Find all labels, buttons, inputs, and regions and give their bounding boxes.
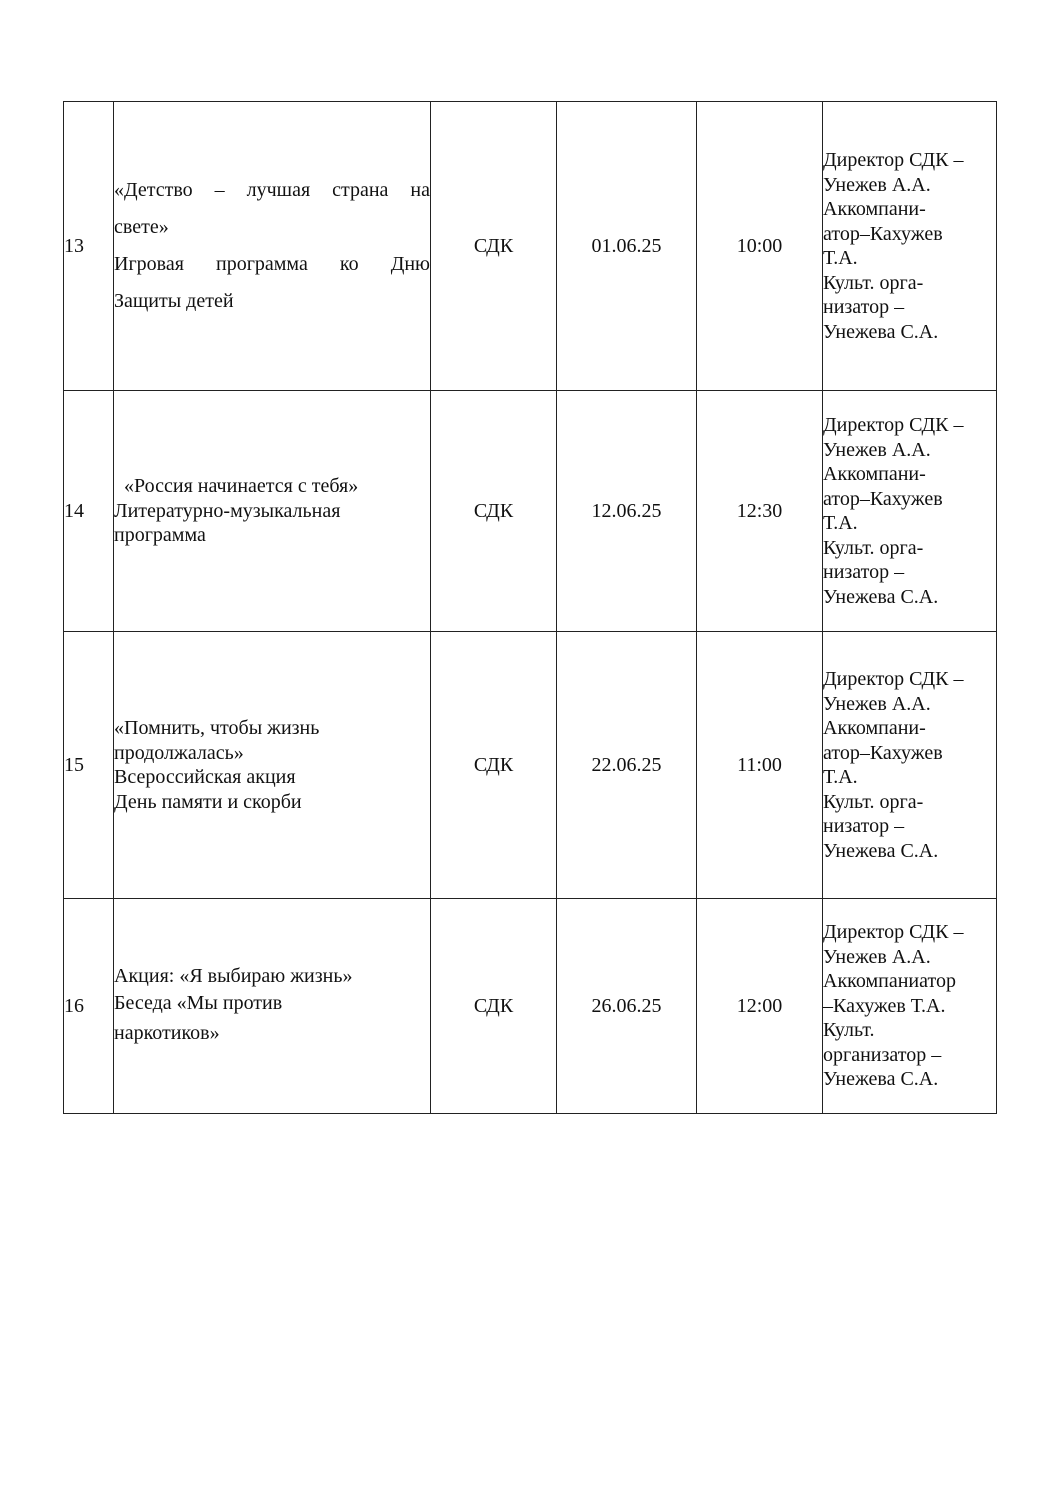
responsible-line: Аккомпани- [823,463,926,485]
row-number: 14 [64,391,114,632]
responsible-line: Т.А. [823,766,858,788]
title-line: «Детство – лучшая страна на [114,179,430,201]
title-line: свете» [114,216,169,238]
responsible-line: Аккомпани- [823,198,926,220]
event-place: СДК [431,899,557,1114]
responsible-line: Культ. орга- [823,790,924,813]
title-line: Акция: «Я выбираю жизнь» [114,964,353,987]
responsible-line: Т.А. [823,247,858,269]
title-line: наркотиков» [114,1022,220,1045]
event-time: 12:00 [697,899,823,1114]
responsible-line: Аккомпани- [823,717,926,739]
responsible-line: атор–Кахужев [823,487,943,510]
event-title [114,391,431,632]
responsible-line: Директор СДК – [823,414,964,436]
responsible-line: низатор – [823,561,905,583]
responsible-line: Директор СДК – [823,149,964,171]
event-responsible [823,102,997,391]
events-table [63,101,997,1114]
responsible-line: Т.А. [823,512,858,534]
title-line: Игровая программа ко Дню [114,253,430,275]
event-responsible [823,632,997,899]
row-number: 15 [64,632,114,899]
responsible-line: атор–Кахужев [823,741,943,764]
event-time: 12:30 [697,391,823,632]
responsible-line: Унежев А.А. [823,692,931,715]
event-date: 01.06.25 [557,102,697,391]
row-number: 16 [64,899,114,1114]
table-row [64,899,997,1114]
responsible-line: Унежева С.А. [823,839,939,862]
title-line: программа [114,524,206,547]
title-line: Всероссийская акция [114,766,296,788]
responsible-line: организатор – [823,1043,942,1066]
row-number: 13 [64,102,114,391]
responsible-line: Унежев А.А. [823,173,931,196]
table-row [64,102,997,391]
title-line: «Помнить, чтобы жизнь [114,717,320,739]
title-line: Защиты детей [114,290,234,312]
responsible-line: Унежева С.А. [823,1068,939,1091]
table-row [64,632,997,899]
responsible-line: низатор – [823,296,905,318]
responsible-line: Унежева С.А. [823,320,939,343]
event-place: СДК [431,391,557,632]
responsible-line: Культ. орга- [823,271,924,294]
event-responsible [823,391,997,632]
responsible-line: Унежев А.А. [823,438,931,461]
event-date: 22.06.25 [557,632,697,899]
responsible-line: Культ. орга- [823,536,924,559]
responsible-line: Унежева С.А. [823,585,939,608]
event-date: 26.06.25 [557,899,697,1114]
event-place: СДК [431,632,557,899]
event-title [114,102,431,391]
title-line: «Россия начинается с тебя» [124,475,359,498]
title-line: Литературно-музыкальная [114,499,341,522]
event-time: 11:00 [697,632,823,899]
responsible-line: Унежев А.А. [823,945,931,968]
event-date: 12.06.25 [557,391,697,632]
title-line: День памяти и скорби [114,790,302,813]
responsible-line: Культ. [823,1019,875,1042]
responsible-line: Директор СДК – [823,668,964,690]
event-title [114,899,431,1114]
event-time: 10:00 [697,102,823,391]
event-title [114,632,431,899]
title-line: продолжалась» [114,741,244,764]
title-line: Беседа «Мы против [114,992,283,1015]
responsible-line: низатор – [823,815,905,837]
responsible-line: –Кахужев Т.А. [823,994,946,1017]
table-row [64,391,997,632]
responsible-line: Директор СДК – [823,921,964,944]
responsible-line: Аккомпаниатор [823,970,956,993]
event-place: СДК [431,102,557,391]
event-responsible [823,899,997,1114]
responsible-line: атор–Кахужев [823,222,943,245]
